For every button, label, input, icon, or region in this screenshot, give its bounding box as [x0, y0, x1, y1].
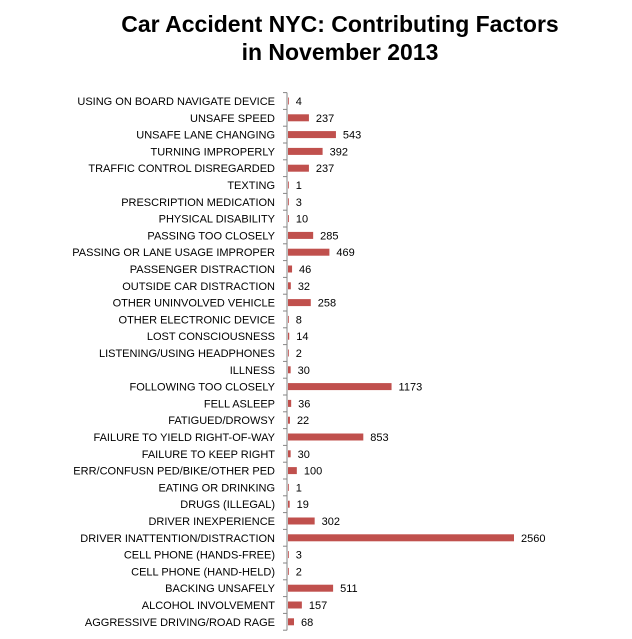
bar [288, 215, 289, 222]
category-label: CELL PHONE (HANDS-FREE) [123, 549, 275, 562]
data-label: 68 [301, 616, 314, 629]
bar [288, 366, 291, 373]
category-label: OTHER UNINVOLVED VEHICLE [112, 297, 275, 310]
data-label: 258 [317, 297, 337, 310]
category-label: FOLLOWING TOO CLOSELY [129, 381, 275, 394]
category-label: CELL PHONE (HAND-HELD) [131, 566, 275, 579]
data-label: 14 [296, 331, 309, 344]
bar [288, 299, 311, 306]
category-label: TURNING IMPROPERLY [150, 146, 275, 159]
bar [288, 165, 309, 172]
data-label: 22 [296, 415, 310, 428]
data-label: 237 [315, 163, 335, 176]
bar [288, 484, 289, 491]
data-label: 392 [329, 146, 348, 159]
category-label: PASSING OR LANE USAGE IMPROPER [72, 247, 275, 260]
category-label: FATIGUED/DROWSY [168, 415, 275, 428]
bar [288, 232, 313, 239]
bar [288, 568, 289, 575]
category-label: DRIVER INATTENTION/DISTRACTION [80, 532, 275, 545]
data-label: 4 [295, 96, 302, 108]
bar [288, 400, 291, 407]
bar [288, 467, 297, 474]
bar [288, 316, 289, 323]
bar [288, 618, 294, 625]
data-label: 3 [295, 549, 302, 562]
category-label: TEXTING [227, 180, 275, 192]
category-label: FELL ASLEEP [203, 398, 275, 411]
chart-title-line-2: in November 2013 [241, 39, 439, 65]
data-label: 19 [296, 499, 309, 512]
bar [288, 266, 292, 273]
data-label: 469 [336, 247, 355, 260]
category-label: LOST CONSCIOUSNESS [146, 331, 275, 344]
category-label: BACKING UNSAFELY [165, 583, 275, 596]
category-label: DRIVER INEXPERIENCE [148, 516, 275, 528]
category-label: AGGRESSIVE DRIVING/ROAD RAGE [84, 616, 275, 629]
category-label: UNSAFE SPEED [190, 112, 275, 125]
bar [288, 383, 392, 390]
category-label: PHYSICAL DISABILITY [158, 213, 275, 226]
data-label: 157 [308, 600, 328, 612]
category-label: PASSING TOO CLOSELY [147, 230, 275, 243]
data-label: 46 [299, 264, 312, 276]
bar [288, 417, 290, 424]
bar [288, 198, 289, 205]
data-label: 1 [295, 482, 302, 495]
bar [288, 501, 290, 508]
data-label: 10 [295, 213, 309, 226]
category-label: TRAFFIC CONTROL DISREGARDED [88, 163, 275, 176]
bar [288, 282, 291, 289]
data-label: 32 [297, 280, 311, 293]
data-label: 30 [297, 364, 310, 377]
category-label: EATING OR DRINKING [158, 482, 275, 495]
data-label: 302 [321, 516, 341, 528]
data-label: 100 [303, 465, 323, 478]
bar [288, 585, 333, 592]
bar [288, 518, 315, 525]
data-label: 2 [295, 348, 302, 360]
data-label: 2560 [521, 532, 546, 545]
bar [288, 333, 289, 340]
data-label: 543 [342, 129, 362, 142]
bar [288, 182, 289, 189]
bar [288, 98, 289, 105]
data-label: 1 [295, 180, 302, 192]
bar [288, 551, 289, 558]
data-label: 2 [295, 566, 302, 579]
category-label: FAILURE TO YIELD RIGHT-OF-WAY [93, 432, 275, 444]
bar [288, 148, 323, 155]
category-label: PRESCRIPTION MEDICATION [121, 196, 275, 209]
data-label: 285 [320, 230, 339, 243]
data-label: 8 [295, 314, 302, 327]
category-label: UNSAFE LANE CHANGING [136, 129, 275, 142]
category-label: OTHER ELECTRONIC DEVICE [118, 314, 275, 327]
category-label: PASSENGER DISTRACTION [129, 264, 275, 276]
bar [288, 450, 291, 457]
data-label: 1173 [398, 381, 423, 394]
data-label: 30 [297, 448, 310, 461]
category-label: LISTENING/USING HEADPHONES [98, 348, 275, 360]
bar [288, 602, 302, 609]
data-label: 511 [340, 583, 358, 596]
category-label: ALCOHOL INVOLVEMENT [141, 600, 275, 612]
bar [288, 131, 336, 138]
category-label: USING ON BOARD NAVIGATE DEVICE [77, 96, 275, 108]
category-label: ERR/CONFUSN PED/BIKE/OTHER PED [73, 465, 275, 478]
data-label: 853 [370, 432, 389, 444]
bar [288, 434, 363, 441]
bar [288, 114, 309, 121]
category-label: DRUGS (ILLEGAL) [180, 499, 275, 512]
bar [288, 534, 514, 541]
data-label: 3 [295, 196, 302, 209]
bar [288, 350, 289, 357]
data-label: 237 [315, 112, 335, 125]
category-label: ILLNESS [229, 364, 275, 377]
category-label: FAILURE TO KEEP RIGHT [141, 448, 275, 461]
category-label: OUTSIDE CAR DISTRACTION [122, 280, 275, 293]
bar [288, 249, 329, 256]
chart-title-line-1: Car Accident NYC: Contributing Factors [121, 11, 559, 37]
data-label: 36 [298, 398, 311, 411]
